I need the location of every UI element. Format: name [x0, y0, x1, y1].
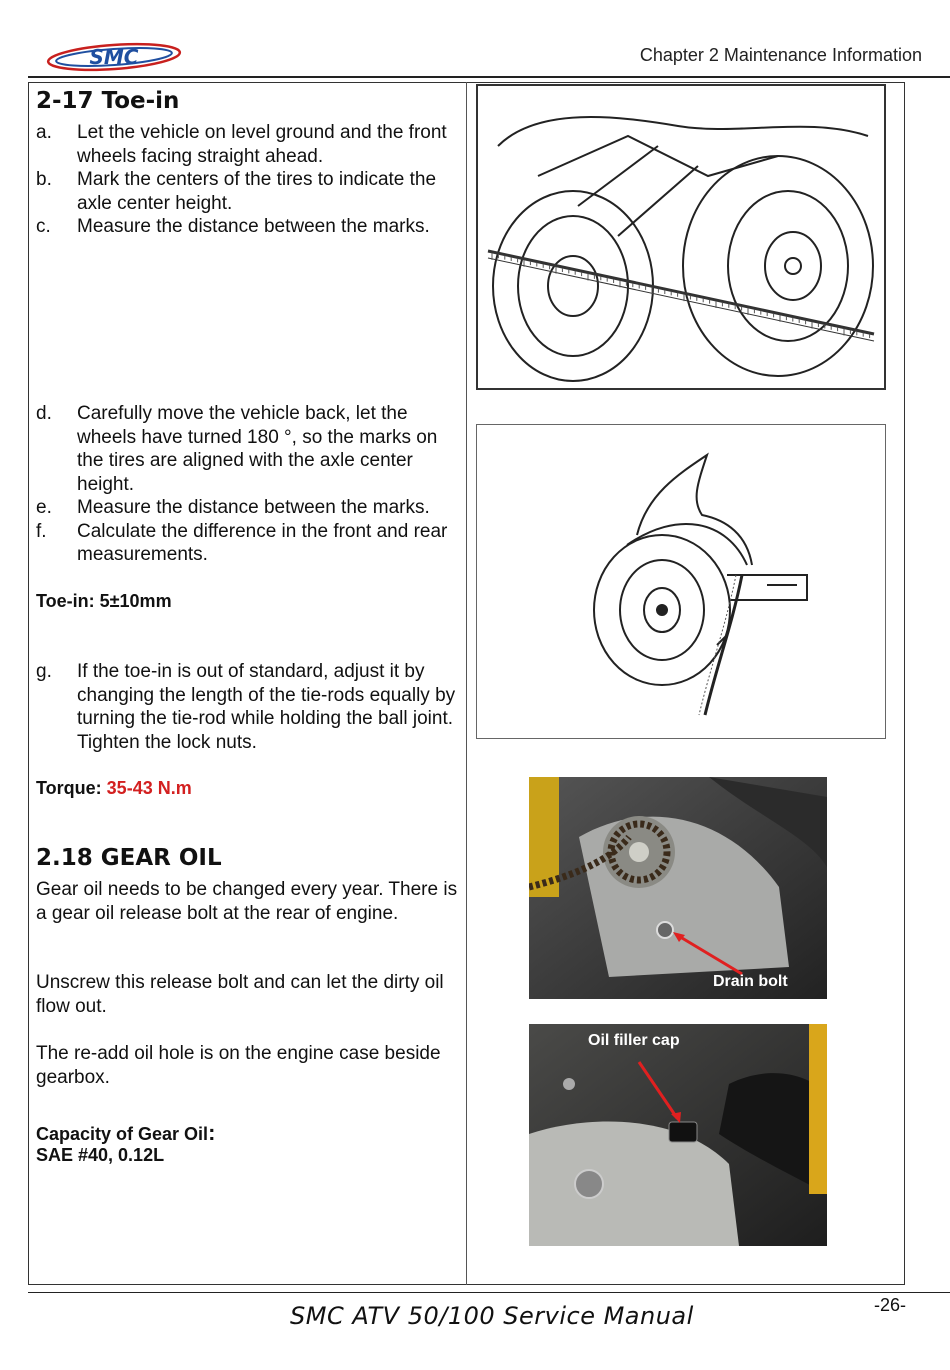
step-text: Let the vehicle on level ground and the front wheels facing straight ahead.: [77, 122, 447, 167]
step-text: Calculate the difference in the front and rear measurements.: [77, 520, 448, 565]
header-rule: [28, 76, 950, 78]
section-title-gearoil: 2.18 GEAR OIL: [36, 845, 222, 871]
drain-bolt-label: Drain bolt: [713, 973, 788, 990]
wheel-rotated-drawing: [476, 424, 886, 739]
step-item: [36, 121, 461, 168]
step-text: Measure the distance between the marks.: [77, 497, 430, 518]
gearoil-para-1: Gear oil needs to be changed every year. There is a gear oil release bolt at the rear of engine.: [36, 879, 458, 924]
step-g: [36, 660, 461, 754]
step-text: Mark the centers of the tires to indicate the axle center height.: [77, 169, 437, 214]
gearoil-para-3: The re-add oil hole is on the engine case beside gearbox.: [36, 1043, 441, 1088]
smc-logo: [44, 40, 184, 74]
oil-filler-cap-photo: [529, 1024, 827, 1246]
step-item: [36, 496, 461, 520]
step-letter: c.: [36, 216, 51, 237]
footer-rule: [28, 1292, 950, 1293]
capacity-label: Capacity of Gear Oil:: [36, 1120, 216, 1145]
page-number: -26-: [873, 1295, 906, 1315]
step-letter: a.: [36, 122, 52, 143]
steps-a-c: [36, 121, 461, 239]
step-letter: d.: [36, 403, 52, 424]
manual-title: SMC ATV 50/100 Service Manual: [290, 1302, 694, 1330]
step-letter: b.: [36, 169, 52, 190]
toein-spec: Toe-in: 5±10mm: [36, 591, 172, 611]
step-letter: f.: [36, 520, 47, 542]
step-text: Measure the distance between the marks.: [77, 216, 430, 237]
chapter-title: Chapter 2 Maintenance Information: [639, 45, 922, 65]
torque-value: 35-43 N.m: [106, 778, 192, 798]
torque-label: Torque:: [36, 778, 102, 798]
gearoil-para-2: Unscrew this release bolt and can let the dirty oil flow out.: [36, 972, 444, 1017]
steps-d-f: [36, 402, 461, 567]
step-text: If the toe-in is out of standard, adjust it by changing the length of the tie-rods equally by turning the tie-rod while holding the ball joint. Tighten the lock nuts.: [77, 661, 456, 753]
oil-filler-cap-label: Oil filler cap: [588, 1032, 680, 1049]
drain-bolt-photo: [529, 777, 827, 999]
capacity-value: SAE #40, 0.12L: [36, 1145, 165, 1165]
step-item: [36, 168, 461, 215]
torque-spec: [36, 778, 461, 799]
column-divider: [466, 82, 467, 1285]
step-item: [36, 660, 461, 754]
svg-text:SMC: SMC: [89, 45, 139, 69]
step-item: [36, 520, 461, 567]
step-item: [36, 215, 461, 239]
step-letter: g.: [36, 661, 52, 682]
step-letter: e.: [36, 497, 52, 518]
toein-measure-drawing: [476, 84, 886, 390]
section-title-toein: 2-17 Toe-in: [36, 88, 180, 114]
step-item: [36, 402, 461, 496]
step-text: Carefully move the vehicle back, let the wheels have turned 180 °, so the marks on the tires are aligned with the axle center height.: [77, 403, 438, 495]
